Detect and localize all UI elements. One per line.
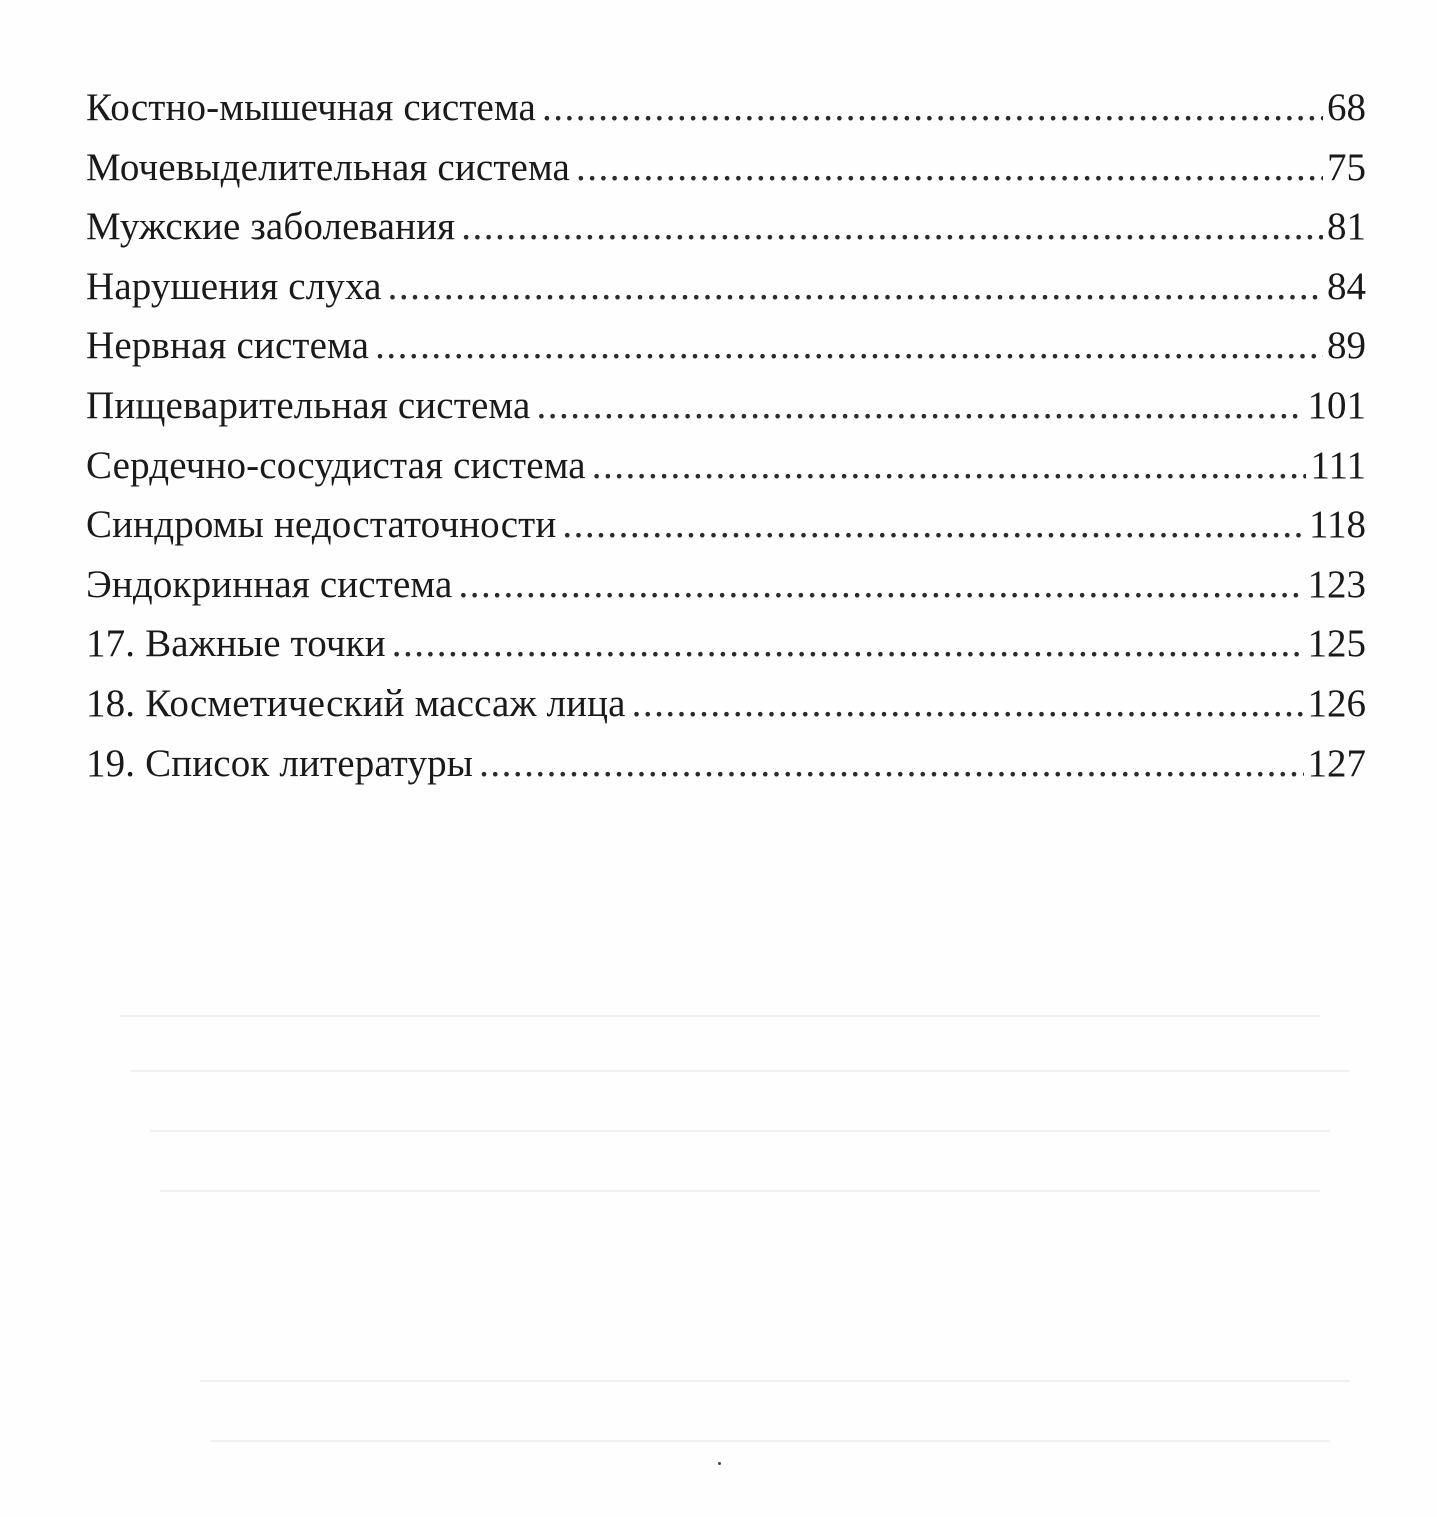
toc-entry-title: Костно-мышечная система: [86, 86, 537, 129]
dot-leader: [592, 436, 1307, 496]
toc-entry-page: 101: [1307, 383, 1366, 427]
toc-entry: [86, 316, 1366, 376]
dot-leader: [562, 495, 1305, 555]
toc-entry-page: 123: [1307, 562, 1366, 606]
toc-entry-title: 18. Косметический массаж лица: [86, 681, 626, 725]
dot-leader: [536, 376, 1303, 436]
toc-entry: [86, 376, 1366, 436]
toc-entry: [86, 257, 1366, 317]
toc-entry-page: 75: [1327, 145, 1366, 189]
toc-entry-title: Мочевыделительная система: [86, 145, 571, 189]
toc-entry: [86, 197, 1366, 257]
dot-leader: [479, 734, 1303, 794]
toc-entry-title: Сердечно-сосудистая система: [86, 443, 586, 487]
dot-leader: [542, 78, 1323, 138]
toc-entry-title: Нарушения слуха: [86, 264, 382, 308]
toc-entry-title: 17. Важные точки: [86, 622, 386, 666]
toc-entry-page: 68: [1327, 86, 1366, 129]
dot-leader: [388, 257, 1323, 317]
toc-entry: [86, 495, 1366, 555]
dot-leader: [375, 316, 1323, 376]
toc-entry-page: 125: [1307, 622, 1366, 666]
toc-entry-title: 19. Список литературы: [86, 741, 474, 785]
toc-entry-page: 89: [1327, 324, 1366, 368]
toc-entry-title: Пищеварительная система: [86, 383, 531, 427]
dot-leader: [458, 555, 1303, 615]
toc-entry-page: 81: [1327, 205, 1366, 249]
toc-entry-page: 111: [1310, 443, 1366, 487]
toc-entry: [86, 734, 1366, 794]
toc-entry-page: 84: [1327, 264, 1366, 308]
toc-entry-page: 127: [1307, 741, 1366, 785]
dot-leader: [392, 614, 1304, 674]
toc-entry-title: Синдромы недостаточности: [86, 503, 557, 547]
toc-entry-title: Эндокринная система: [86, 562, 453, 606]
toc-entry-title: Мужские заболевания: [86, 205, 456, 249]
toc-entry-title: Нервная система: [86, 324, 370, 368]
toc-entry: [86, 436, 1366, 496]
toc-entry: [86, 614, 1366, 674]
dot-leader: [632, 674, 1304, 734]
dot-leader: [576, 138, 1323, 198]
toc-entry-page: 126: [1307, 681, 1366, 725]
table-of-contents: [86, 78, 1366, 793]
toc-entry: [86, 138, 1366, 198]
dot-leader: [461, 197, 1323, 257]
toc-entry: [86, 674, 1366, 734]
toc-entry: [86, 555, 1366, 615]
toc-entry: [86, 78, 1366, 138]
toc-entry-page: 118: [1308, 503, 1366, 547]
